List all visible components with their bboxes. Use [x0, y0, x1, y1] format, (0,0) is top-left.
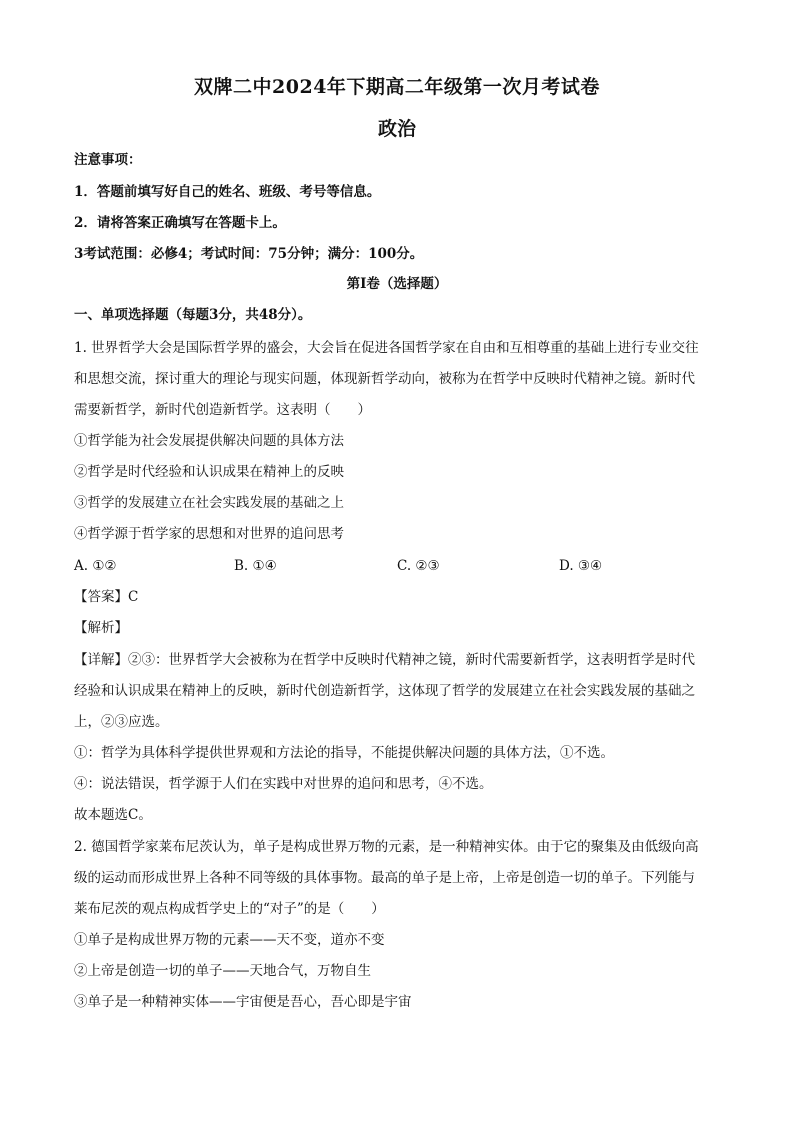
- q1-statement-3: ③哲学的发展建立在社会实践发展的基础之上: [74, 495, 344, 511]
- q2-statement-1: ①单子是构成世界万物的元素——天不变，道亦不变: [74, 932, 385, 948]
- q1-answer: 【答案】C: [74, 589, 139, 605]
- q2-stem-line-2: 级的运动而形成世界上各种不同等级的具体事物。最高的单子是上帝，上帝是创造一切的单子。下列能与: [74, 870, 695, 886]
- notice-heading: 注意事项：: [74, 152, 142, 168]
- q2-statement-2: ②上帝是创造一切的单子——天地合气，万物自生: [74, 963, 371, 979]
- q2-stem-line-3: 莱布尼茨的观点构成哲学史上的“对子”的是（ ）: [74, 901, 385, 917]
- q1-statement-4: ④哲学源于哲学家的思想和对世界的追问思考: [74, 526, 344, 542]
- q1-detail-line-3: 上，②③应选。: [74, 714, 169, 730]
- q1-option-c: C. ②③: [397, 558, 440, 574]
- q1-analysis-label: 【解析】: [74, 620, 128, 636]
- q1-option-a: A. ①②: [74, 558, 117, 574]
- q1-option-b: B. ①④: [234, 558, 277, 574]
- notice-item-2: 2．请将答案正确填写在答题卡上。: [74, 215, 286, 231]
- q1-statement-2: ②哲学是时代经验和认识成果在精神上的反映: [74, 464, 344, 480]
- q1-statement-1: ①哲学能为社会发展提供解决问题的具体方法: [74, 433, 344, 449]
- q1-detail-line-5: ④：说法错误，哲学源于人们在实践中对世界的追问和思考，④不选。: [74, 776, 493, 792]
- q1-stem-line-2: 和思想交流，探讨重大的理论与现实问题，体现新哲学动向，被称为在哲学中反映时代精神之镜。新时代: [74, 371, 695, 387]
- notice-item-1: 1．答题前填写好自己的姓名、班级、考号等信息。: [74, 184, 381, 200]
- q1-detail-line-1: 【详解】②③：世界哲学大会被称为在哲学中反映时代精神之镜，新时代需要新哲学，这表明哲学是时代: [74, 652, 695, 668]
- section-heading: 一、单项选择题（每题3分，共48分）。: [74, 307, 312, 323]
- q1-stem-line-3: 需要新哲学，新时代创造新哲学。这表明（ ）: [74, 402, 371, 418]
- q2-stem-line-1: 2. 德国哲学家莱布尼茨认为，单子是构成世界万物的元素，是一种精神实体。由于它的聚集及由低级向高: [74, 839, 699, 855]
- notice-item-3: 3考试范围：必修4；考试时间：75分钟；满分：100分。: [74, 246, 424, 262]
- q1-stem-line-1: 1. 世界哲学大会是国际哲学界的盛会，大会旨在促进各国哲学家在自由和互相尊重的基础上进行专业交往: [74, 340, 699, 356]
- exam-title: 双牌二中2024年下期高二年级第一次月考试卷: [194, 76, 600, 98]
- exam-subject: 政治: [377, 118, 416, 140]
- volume-heading: 第I卷（选择题）: [346, 276, 448, 292]
- q1-detail-line-2: 经验和认识成果在精神上的反映，新时代创造新哲学，这体现了哲学的发展建立在社会实践发展的基础之: [74, 683, 695, 699]
- q2-statement-3: ③单子是一种精神实体——宇宙便是吾心，吾心即是宇宙: [74, 994, 412, 1010]
- q1-option-d: D. ③④: [559, 558, 603, 574]
- q1-conclusion: 故本题选C。: [74, 807, 152, 823]
- q1-detail-line-4: ①：哲学为具体科学提供世界观和方法论的指导，不能提供解决问题的具体方法，①不选。: [74, 745, 614, 761]
